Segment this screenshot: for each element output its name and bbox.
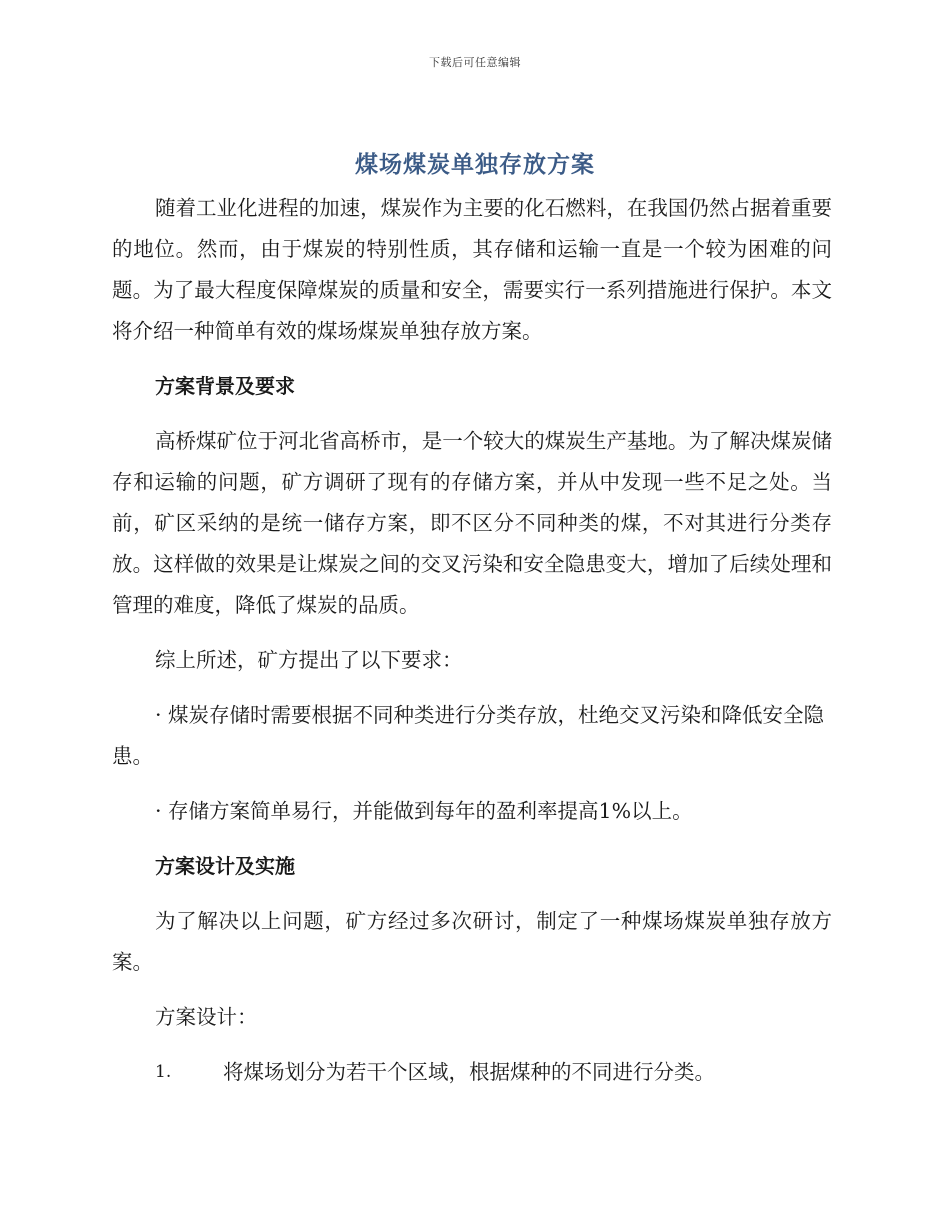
requirements-intro-paragraph: 综上所述，矿方提出了以下要求： bbox=[155, 648, 463, 672]
intro-paragraph: 随着工业化进程的加速，煤炭作为主要的化石燃料，在我国仍然占据着重要的地位。然而，由于煤炭的特别性质，其存储和运输一直是一个较为困难的问题。为了最大程度保障煤炭的质量和安全，需要实行一系列措施进行保护。本文将介绍一种简单有效的煤场煤炭单独存放方案。 bbox=[112, 196, 832, 343]
list-number: 1. bbox=[155, 1062, 172, 1082]
design-label-paragraph: 方案设计： bbox=[155, 1005, 258, 1029]
requirement-bullet-2 bbox=[112, 791, 832, 832]
section-heading-background: 方案背景及要求 bbox=[155, 374, 295, 398]
bullet-text: 存储方案简单易行，并能做到每年的盈利率提高1%以上。 bbox=[168, 799, 693, 823]
list-item-text: 将煤场划分为若干个区域，根据煤种的不同进行分类。 bbox=[223, 1060, 715, 1084]
design-intro-paragraph: 为了解决以上问题，矿方经过多次研讨，制定了一种煤场煤炭单独存放方案。 bbox=[112, 909, 832, 974]
document-body bbox=[112, 188, 832, 1107]
section-heading-design: 方案设计及实施 bbox=[155, 854, 295, 878]
design-list-item-1 bbox=[112, 1052, 832, 1093]
background-paragraph: 高桥煤矿位于河北省高桥市，是一个较大的煤炭生产基地。为了解决煤炭储存和运输的问题，矿方调研了现有的存储方案，并从中发现一些不足之处。当前，矿区采纳的是统一储存方案，即不区分不同种类的煤，不对其进行分类存放。这样做的效果是让煤炭之间的交叉污染和安全隐患变大，增加了后续处理和管理的难度，降低了煤炭的品质。 bbox=[112, 429, 832, 617]
document-title: 煤场煤炭单独存放方案 bbox=[355, 152, 595, 178]
bullet-mark: · bbox=[155, 799, 169, 823]
bullet-mark: · bbox=[155, 703, 169, 727]
bullet-text: 煤炭存储时需要根据不同种类进行分类存放，杜绝交叉污染和降低安全隐患。 bbox=[112, 703, 825, 768]
requirement-bullet-1 bbox=[112, 695, 832, 777]
page-header: 下载后可任意编辑 bbox=[429, 56, 521, 69]
